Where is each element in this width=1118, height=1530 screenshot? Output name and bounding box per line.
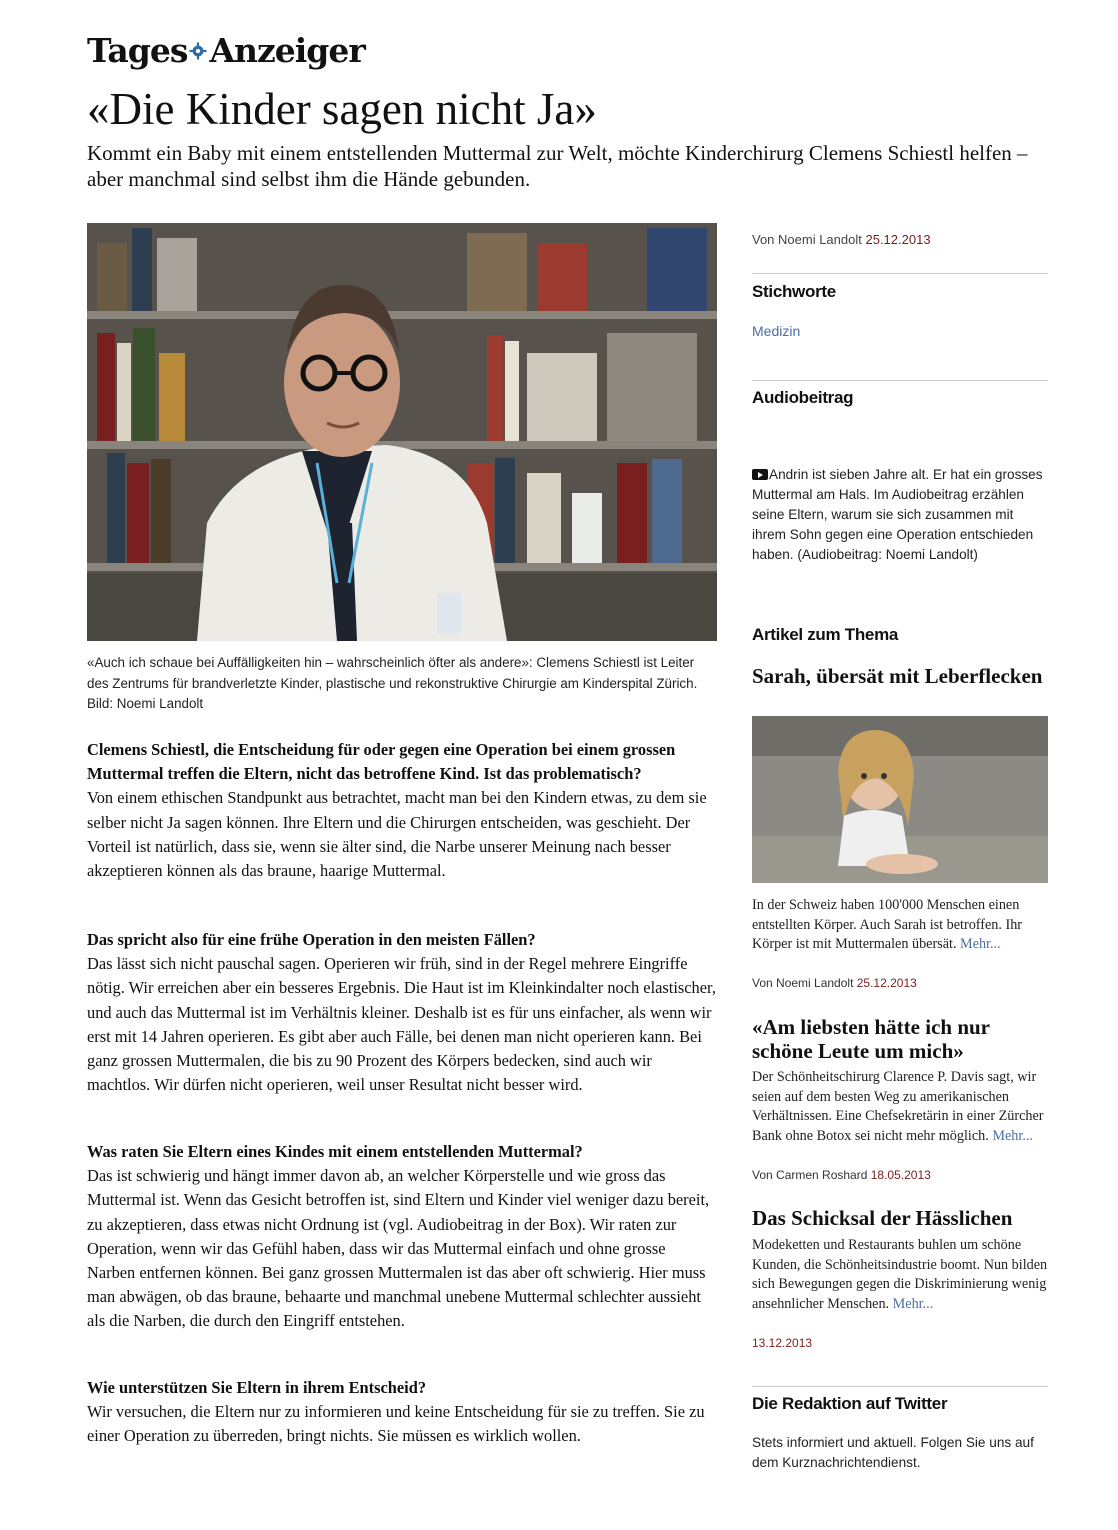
question: Clemens Schiestl, die Entscheidung für oder gegen eine Operation bei einem grossen Muttermal treffen die Eltern, nicht das betroffene Kind. Ist das problematisch?: [87, 740, 676, 784]
byline-date: 25.12.2013: [865, 232, 931, 247]
related-heading: Artikel zum Thema: [752, 625, 899, 644]
byline-date: 18.05.2013: [870, 1168, 931, 1182]
byline-author: Von Carmen Roshard: [752, 1168, 868, 1182]
more-link[interactable]: Mehr...: [992, 1127, 1033, 1144]
byline-author: Von Noemi Landolt: [752, 232, 862, 247]
answer: Von einem ethischen Standpunkt aus betrachtet, macht man bei den Kindern etwas, zu dem sie selber nicht Ja sagen können. Ihre Eltern und die Chirurgen entscheiden, was geschieht. Der Vorteil ist natürlich, dass sie, wenn sie älter sind, die Narbe unserer Meinung nach besser akzeptieren können als das braune, haarige Muttermal.: [87, 788, 707, 881]
byline-date: 25.12.2013: [856, 976, 917, 990]
teaser-text: Der Schönheitschirurg Clarence P. Davis sagt, wir seien auf dem besten Weg zu amerikanischen Verhältnissen. Eine Chefsekretärin in einer Zürcher Bank ohne Botox sei nicht mehr möglich.: [752, 1069, 1044, 1144]
answer: Wir versuchen, die Eltern nur zu informieren und keine Entscheidung für sie zu treffen. Sie zu einer Operation zu überreden, bringt nichts. Sie müssen es wirklich wollen.: [87, 1402, 705, 1446]
headline: «Die Kinder sagen nicht Ja»: [87, 84, 597, 134]
tag-link-medizin[interactable]: Medizin: [752, 323, 801, 339]
related-title-3[interactable]: Das Schicksal der Hässlichen: [752, 1206, 1013, 1230]
byline-author: Von Noemi Landolt: [752, 976, 854, 990]
qa-block-3: [87, 1140, 717, 1334]
logo-text-right: Anzeiger: [209, 31, 365, 70]
question: Das spricht also für eine frühe Operation in den meisten Fällen?: [87, 930, 536, 949]
divider: [752, 380, 1048, 381]
teaser-text: Modeketten und Restaurants buhlen um schöne Kunden, die Schönheitsindustrie boomt. Nun bilden sich Bewegungen gegen die Diskriminierung wenig ansehnlicher Menschen.: [752, 1237, 1048, 1312]
divider: [752, 273, 1048, 274]
more-link[interactable]: Mehr...: [960, 936, 1001, 953]
audio-text: Andrin ist sieben Jahre alt. Er hat ein grosses Muttermal am Hals. Im Audiobeitrag erzählen seine Eltern, warum sie sich zusammen mit ihrem Sohn gegen eine Operation entschieden haben. (Audiobeitrag: Noemi Landolt): [752, 467, 1043, 562]
answer: Das lässt sich nicht pauschal sagen. Operieren wir früh, sind in der Regel mehrere Eingriffe nötig. Wir erreichen aber ein besseres Ergebnis. Die Haut ist im Kleinkindalter noch elastischer, und auch das Muttermal ist im Verhältnis kleiner. Deshalb ist es für uns einfacher, als wenn wir erst mit 14 Jahren operieren. Es gibt aber auch Fälle, bei denen man nicht operieren kann. Bei ganz grossen Muttermalen, die bis zu 90 Prozent des Körpers bedecken, sind auch wir machtlos. Wir dürfen nicht operieren, weil unser Resultat nicht besser wird.: [87, 954, 716, 1095]
related-photo-1[interactable]: [752, 716, 1048, 883]
answer: Das ist schwierig und hängt immer davon ab, an welcher Körperstelle und wie gross das Muttermal ist. Wenn das Gesicht betroffen ist, sind Eltern und Kinder viel weniger dazu bereit, zu akzeptieren, dass etwas nicht Ordnung ist (vgl. Audiobeitrag in der Box). Wir raten zur Operation, wenn wir das Gefühl haben, dass wir das Muttermal einfach und ohne grosse Narben entfernen können. Bei ganz grossen Muttermalen ist das aber oft schwierig. Hier muss man abwägen, ob das braune, behaarte und manchmal unebene Muttermal schlechter aussieht als die Narben, die durch den Eingriff entstehen.: [87, 1166, 710, 1331]
twitter-text: Stets informiert und aktuell. Folgen Sie uns auf dem Kurznachrichtendienst.: [752, 1435, 1034, 1470]
lead-paragraph: Kommt ein Baby mit einem entstellenden Muttermal zur Welt, möchte Kinderchirurg Clemens Schiestl helfen – aber manchmal sind selbst ihm die Hände gebunden.: [87, 141, 1028, 191]
twitter-heading: Die Redaktion auf Twitter: [752, 1394, 948, 1413]
question: Was raten Sie Eltern eines Kindes mit einem entstellenden Muttermal?: [87, 1142, 583, 1161]
byline-date: 13.12.2013: [752, 1336, 813, 1350]
qa-block-2: [87, 928, 717, 1097]
article-byline: [752, 232, 1048, 247]
related-teaser-2: [752, 1068, 1048, 1146]
qa-block-1: [87, 738, 717, 883]
related-byline-1: [752, 976, 1048, 990]
gear-icon: [189, 42, 207, 60]
logo-text-left: Tages: [87, 31, 188, 70]
related-title-2[interactable]: «Am liebsten hätte ich nur schöne Leute um mich»: [752, 1015, 990, 1063]
photo-caption: «Auch ich schaue bei Auffälligkeiten hin – wahrscheinlich öfter als andere»: Clemens Schiestl ist Leiter des Zentrums für brandverletzte Kinder, plastische und rekonstruktive Chirurgie am Kinderspital Zürich. Bild: Noemi Landolt: [87, 655, 698, 711]
audio-description[interactable]: [752, 465, 1048, 565]
divider: [752, 1386, 1048, 1387]
related-byline-2: [752, 1168, 1048, 1182]
related-teaser-1: [752, 896, 1048, 955]
related-title-1[interactable]: Sarah, übersät mit Leberflecken: [752, 664, 1043, 688]
more-link[interactable]: Mehr...: [892, 1295, 934, 1312]
masthead-logo[interactable]: [87, 30, 365, 72]
question: Wie unterstützen Sie Eltern in ihrem Entscheid?: [87, 1378, 427, 1397]
article-photo: [87, 223, 717, 641]
play-icon[interactable]: [752, 469, 768, 480]
qa-block-4: [87, 1376, 717, 1449]
stichworte-heading: Stichworte: [752, 282, 836, 301]
teaser-text: In der Schweiz haben 100'000 Menschen einen entstellten Körper. Auch Sarah ist betroffen. Ihr Körper ist mit Muttermalen übersät.: [752, 897, 1023, 953]
audio-heading: Audiobeitrag: [752, 388, 854, 407]
related-teaser-3: [752, 1236, 1048, 1314]
related-byline-3: [752, 1336, 1048, 1350]
